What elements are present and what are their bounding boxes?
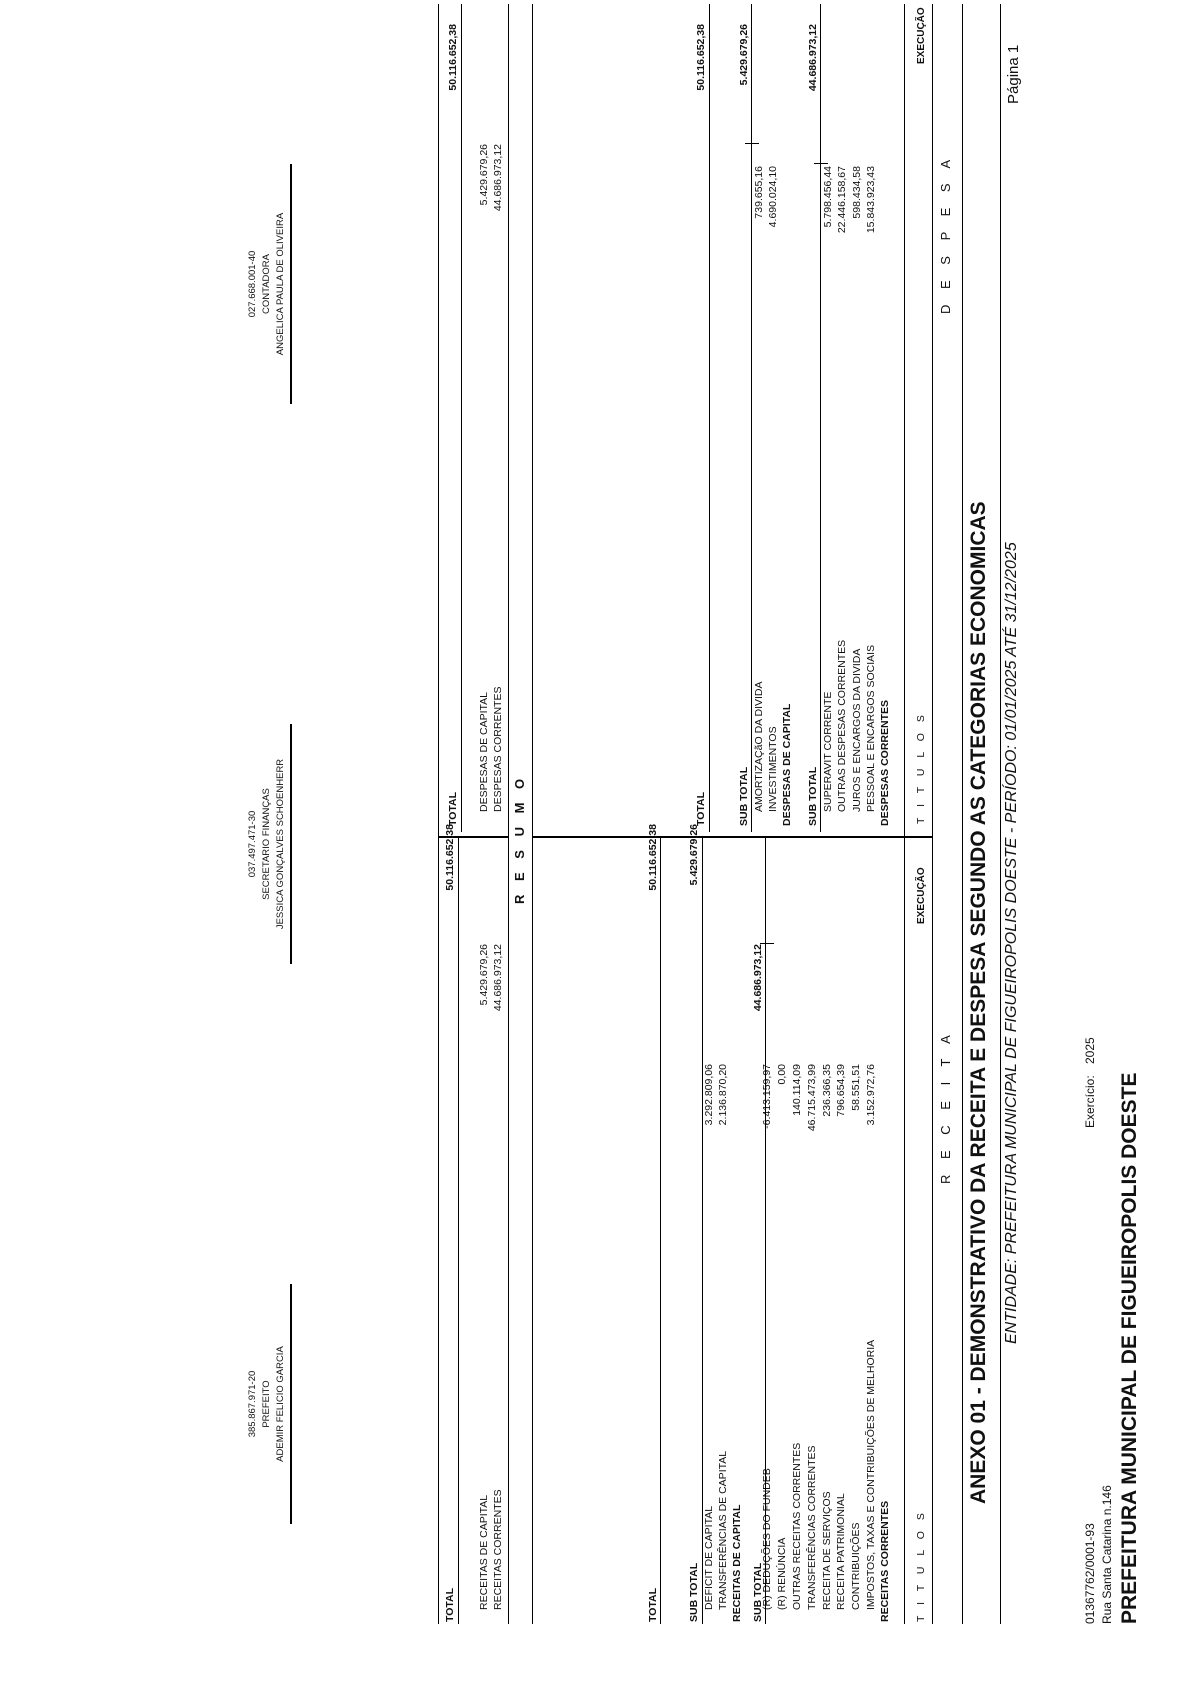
despesa-subtotal1-value: 44.686.973,12: [807, 24, 819, 92]
receita-total-label: TOTAL: [647, 1587, 659, 1622]
title-rule: [962, 4, 963, 1624]
receita-corrente-item-value: 0,00: [776, 1064, 789, 1085]
resumo-despesa-item-label: DESPESAS CORRENTES: [492, 686, 504, 812]
despesa-col-execucao: EXECUÇÃO: [916, 7, 927, 64]
resumo-despesa-item-value: 5.429.679,26: [477, 144, 490, 206]
receita-capital-item-value: 2.136.870,20: [717, 1064, 729, 1126]
resumo-bottom-rule: [438, 4, 439, 1624]
receita-subtotal2-rule: [702, 838, 703, 1624]
despesa-subtotal1-label: SUB TOTAL: [807, 766, 819, 826]
signature-doc: 037.497.471-30: [247, 810, 258, 878]
resumo-label-rule: [508, 4, 509, 1624]
resumo-receitas-total-value: 50.116.652,38: [444, 824, 456, 891]
exercicio-label: Exercício:: [1083, 1075, 1097, 1128]
despesa-capital-item-value: 739.655,16: [752, 166, 765, 219]
despesa-subtotal2-value: 5.429.679,26: [738, 24, 750, 86]
receita-capital-title: RECEITAS DE CAPITAL: [731, 1504, 743, 1622]
signature-line: [290, 724, 292, 964]
despesa-subtotal2-label: SUB TOTAL: [738, 766, 750, 826]
header-rule: [904, 4, 905, 1624]
resumo-despesas-total-value: 50.116.652,38: [447, 24, 459, 91]
receita-capital-item-value: 3.292.809,06: [702, 1064, 715, 1126]
despesa-corrente-item-value: 15.843.923,43: [865, 166, 877, 234]
despesa-corrente-item-value: 22.446.158,67: [836, 166, 848, 234]
resumo-despesas-total-rule: [461, 4, 462, 832]
despesa-tick-2: [745, 143, 759, 144]
receita-corrente-item-label: (R) RENÚNCIA: [776, 1537, 789, 1610]
resumo-despesa-item-label: DESPESAS DE CAPITAL: [477, 691, 490, 812]
despesa-corrente-item-value: 5.798.456,44: [821, 166, 834, 228]
receita-total-value: 50.116.652,38: [647, 824, 659, 891]
exercicio-value: 2025: [1083, 1037, 1097, 1064]
receita-subtotal2-label: SUB TOTAL: [688, 1562, 700, 1622]
receita-corrente-item-label: RECEITA PATRIMONIAL: [835, 1493, 848, 1610]
despesa-subtotal1-rule: [820, 4, 821, 832]
receita-corrente-item-value: 140.114,09: [791, 1064, 803, 1116]
center-divider: [532, 836, 932, 838]
resumo-receita-item-label: RECEITAS CORRENTES: [492, 1489, 504, 1610]
org-cnpj: 01367762/0001-93: [1083, 1523, 1097, 1624]
receita-corrente-item-label: RECEITA DE SERVIÇOS: [820, 1491, 833, 1610]
receita-col-titulos: T I T U L O S: [915, 1509, 927, 1622]
receita-corrente-item-label: CONTRIBUIÇÕES: [850, 1522, 863, 1610]
signature-role: PREFEITO: [261, 1380, 272, 1428]
receita-corrente-item-value: -6.413.159,97: [761, 1064, 774, 1129]
signature-role: CONTADORA: [261, 254, 272, 314]
receita-tick-1: [760, 943, 774, 944]
despesa-col-titulos: T I T U L O S: [915, 711, 927, 824]
org-address: Rua Santa Catarina n.146: [1100, 1485, 1114, 1624]
entity-period-line: ENTIDADE: PREFEITURA MUNICIPAL DE FIGUEIROPOLIS DOESTE - PERÍODO: 01/01/2025 ATÉ 31/12/2025: [1003, 542, 1020, 1344]
signature-name: ANGELICA PAULA DE OLIVEIRA: [275, 212, 286, 356]
receita-subtotal1-rule: [765, 838, 766, 1624]
receita-subtotal2-value: 5.429.679,26: [688, 824, 700, 886]
signature-role: SECRETARIO FINANÇAS: [261, 788, 272, 900]
resumo-receitas-total-label: TOTAL: [444, 1587, 456, 1622]
top-rule: [1000, 4, 1001, 1624]
receita-section-label: R E C E I T A: [938, 1029, 953, 1184]
resumo-top-rule: [532, 4, 533, 1624]
receita-capital-item-label: DEFICIT DE CAPITAL: [702, 1505, 715, 1610]
despesa-total-rule: [709, 4, 710, 832]
section-rule: [932, 4, 933, 1624]
signature-name: ADEMIR FELICIO GARCIA: [275, 1346, 286, 1462]
signature-doc: 385.867.971-20: [247, 1370, 258, 1438]
despesa-correntes-title: DESPESAS CORRENTES: [879, 699, 891, 826]
resumo-despesa-item-value: 44.686.973,12: [492, 144, 504, 212]
resumo-label: R E S U M O: [512, 773, 527, 904]
despesa-tick-1: [814, 163, 828, 164]
page-number: Página 1: [1005, 44, 1022, 104]
signature-line: [290, 164, 292, 404]
receita-corrente-item-value: 796.654,39: [835, 1064, 848, 1117]
receita-corrente-item-label: IMPOSTOS, TAXAS E CONTRIBUIÇÕES DE MELHORIA: [865, 1339, 877, 1610]
despesa-corrente-item-label: JUROS E ENCARGOS DA DIVIDA: [850, 648, 863, 812]
resumo-receita-item-value: 5.429.679,26: [477, 944, 490, 1006]
despesa-corrente-item-label: PESSOAL E ENCARGOS SOCIAIS: [865, 644, 877, 812]
receita-corrente-item-value: 46.715.473,99: [805, 1064, 818, 1132]
despesa-section-label: D E S P E S A: [938, 153, 953, 314]
despesa-capital-item-value: 4.690.024,10: [767, 166, 779, 228]
despesa-total-value: 50.116.652,38: [695, 24, 707, 91]
receita-subtotal1-value: 44.686.973,12: [752, 944, 764, 1012]
receita-corrente-item-label: TRANSFERÊNCIAS CORRENTES: [805, 1445, 818, 1610]
resumo-despesas-total-label: TOTAL: [447, 791, 459, 826]
despesa-subtotal2-rule: [751, 4, 752, 832]
receita-corrente-item-value: 3.152.972,76: [865, 1064, 877, 1126]
despesa-corrente-item-value: 598.434,58: [850, 166, 863, 219]
receita-corrente-item-label: OUTRAS RECEITAS CORRENTES: [791, 1442, 803, 1610]
org-name: PREFEITURA MUNICIPAL DE FIGUEIROPOLIS DOESTE: [1118, 1072, 1141, 1624]
receita-corrente-item-value: 236.366,35: [820, 1064, 833, 1117]
despesa-corrente-item-label: OUTRAS DESPESAS CORRENTES: [836, 639, 848, 812]
signature-line: [290, 1284, 292, 1524]
resumo-receita-item-value: 44.686.973,12: [492, 944, 504, 1012]
despesa-capital-item-label: INVESTIMENTOS: [767, 726, 779, 812]
despesa-capital-item-label: AMORTIZAÇãO DA DIVIDA: [752, 681, 765, 812]
receita-correntes-title: RECEITAS CORRENTES: [879, 1500, 891, 1622]
receita-subtotal1-label: SUB TOTAL: [752, 1562, 764, 1622]
resumo-receita-item-label: RECEITAS DE CAPITAL: [477, 1494, 490, 1610]
despesa-total-label: TOTAL: [695, 791, 707, 826]
receita-corrente-item-label: (R) DEDUÇÕES DO FUNDEB: [761, 1468, 774, 1610]
receita-corrente-item-value: 58.551,51: [850, 1064, 863, 1111]
resumo-receitas-total-rule: [458, 838, 459, 1624]
receita-capital-item-label: TRANSFERÊNCIAS DE CAPITAL: [717, 1450, 729, 1610]
receita-col-execucao: EXECUÇÃO: [916, 867, 927, 924]
signature-name: JESSICA GONÇALVES SCHOENHERR: [275, 758, 286, 930]
despesa-corrente-item-label: SUPERAVIT CORRENTE: [821, 691, 834, 812]
despesa-capital-title: DESPESAS DE CAPITAL: [781, 703, 793, 826]
receita-tick-2: [700, 837, 718, 838]
signature-doc: 027.668.001-40: [247, 250, 258, 318]
receita-total-rule: [660, 838, 661, 1624]
report-title: ANEXO 01 - DEMONSTRATIVO DA RECEITA E DESPESA SEGUNDO AS CATEGORIAS ECONOMICAS: [967, 501, 990, 1504]
